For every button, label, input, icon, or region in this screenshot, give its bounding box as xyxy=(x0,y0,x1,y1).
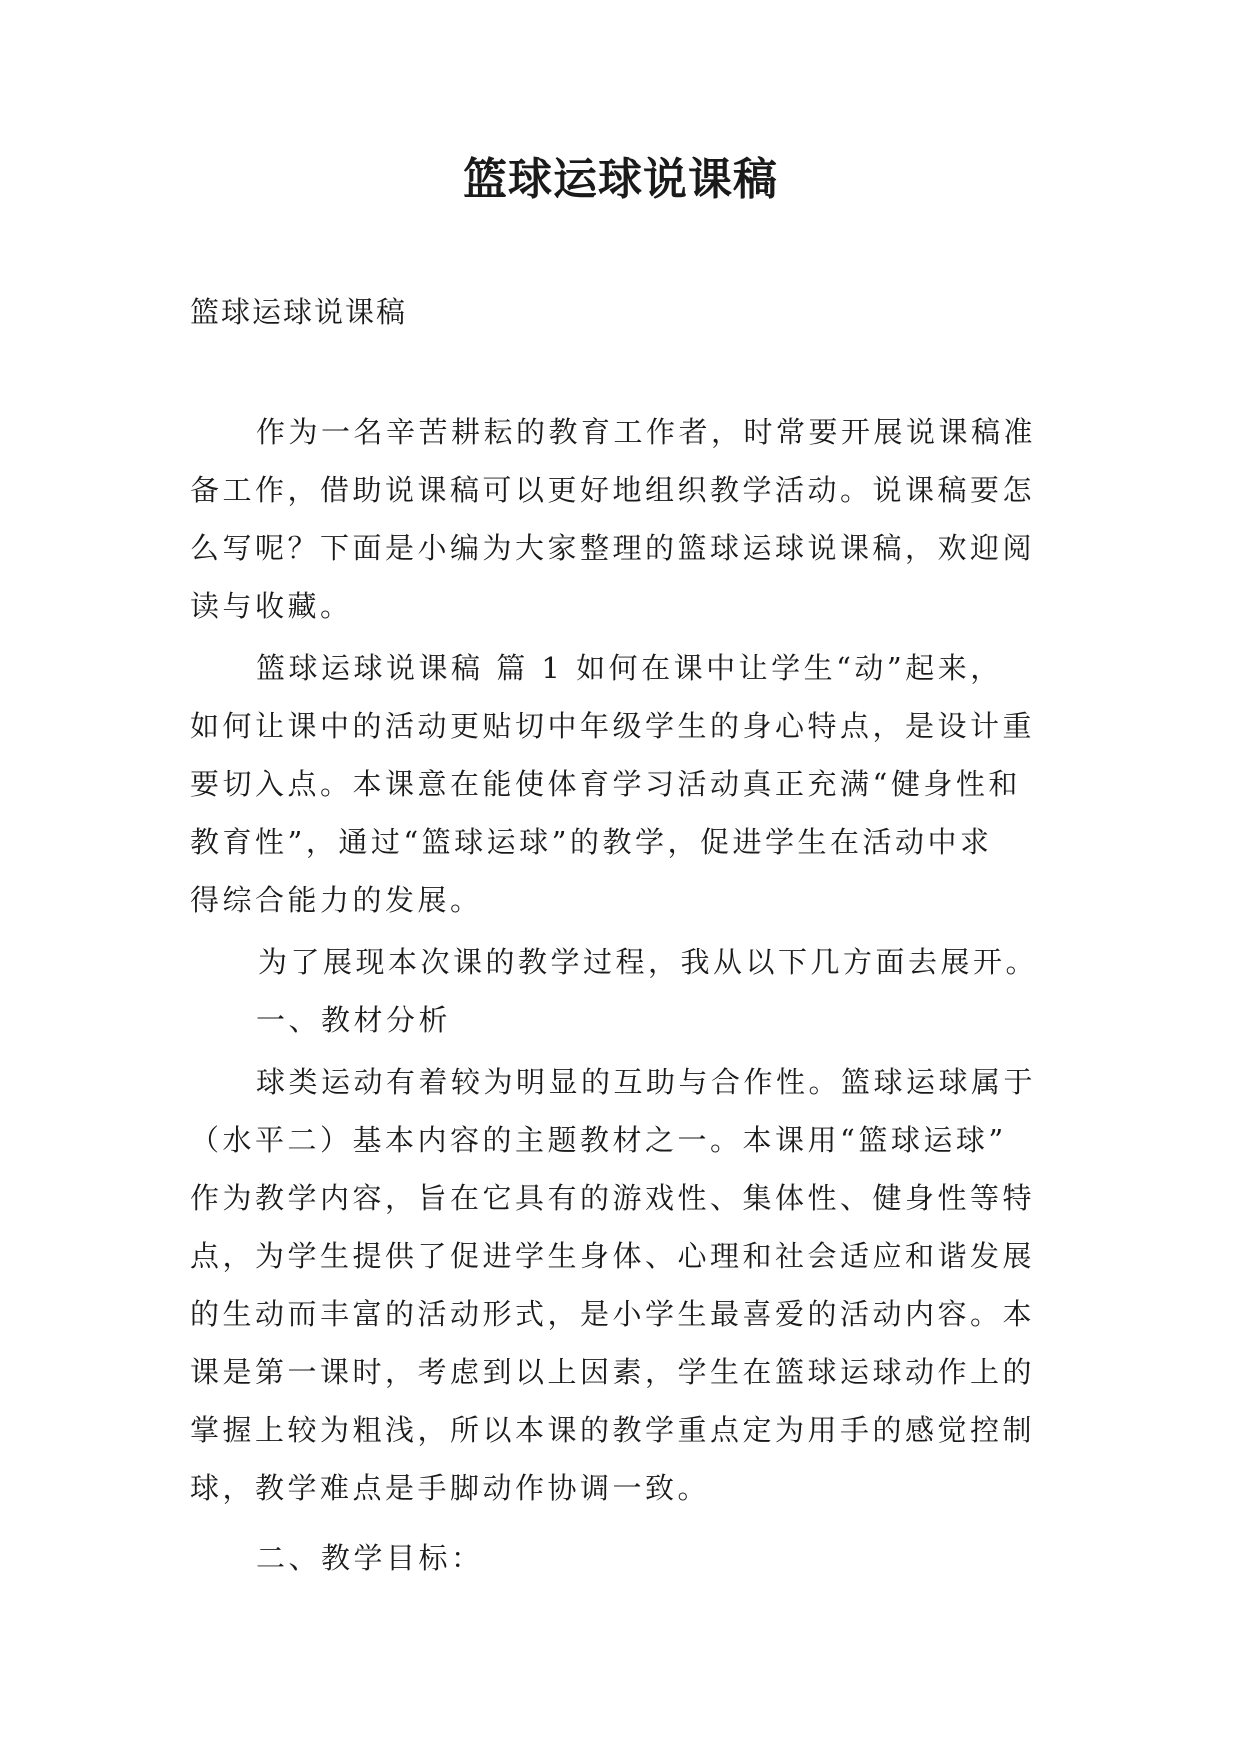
section-heading: 二、教学目标： xyxy=(256,1541,484,1575)
body-line: 要切入点。本课意在能使体育学习活动真正充满“健身性和 xyxy=(190,767,1021,801)
body-line: 作为一名辛苦耕耘的教育工作者，时常要开展说课稿准 xyxy=(256,415,1037,449)
body-line: （水平二）基本内容的主题教材之一。本课用“篮球运球” xyxy=(190,1123,1007,1157)
body-line: 教育性”，通过“篮球运球”的教学，促进学生在活动中求 xyxy=(190,825,993,859)
body-line: 课是第一课时，考虑到以上因素，学生在篮球运球动作上的 xyxy=(190,1355,1036,1389)
body-line: 如何让课中的活动更贴切中年级学生的身心特点，是设计重 xyxy=(190,709,1036,743)
body-line: 得综合能力的发展。 xyxy=(190,883,483,917)
body-line: 读与收藏。 xyxy=(190,589,353,623)
body-line: 掌握上较为粗浅，所以本课的教学重点定为用手的感觉控制 xyxy=(190,1413,1036,1447)
body-line: 么写呢？下面是小编为大家整理的篮球运球说课稿，欢迎阅 xyxy=(190,531,1036,565)
document-body xyxy=(190,403,1060,1587)
body-line: 为了展现本次课的教学过程，我从以下几方面去展开。 xyxy=(258,945,1039,979)
document-subtitle: 篮球运球说课稿 xyxy=(190,295,408,329)
body-line: 球，教学难点是手脚动作协调一致。 xyxy=(190,1471,711,1505)
body-line: 的生动而丰富的活动形式，是小学生最喜爱的活动内容。本 xyxy=(190,1297,1036,1331)
body-line: 作为教学内容，旨在它具有的游戏性、集体性、健身性等特 xyxy=(190,1181,1036,1215)
body-line: 点，为学生提供了促进学生身体、心理和社会适应和谐发展 xyxy=(190,1239,1036,1273)
document-title: 篮球运球说课稿 xyxy=(463,154,778,205)
body-line: 球类运动有着较为明显的互助与合作性。篮球运球属于 xyxy=(256,1065,1037,1099)
body-line: 篮球运球说课稿 篇 1 如何在课中让学生“动”起来， xyxy=(256,651,1003,685)
body-line: 备工作，借助说课稿可以更好地组织教学活动。说课稿要怎 xyxy=(190,473,1036,507)
section-heading: 一、教材分析 xyxy=(256,1003,452,1037)
